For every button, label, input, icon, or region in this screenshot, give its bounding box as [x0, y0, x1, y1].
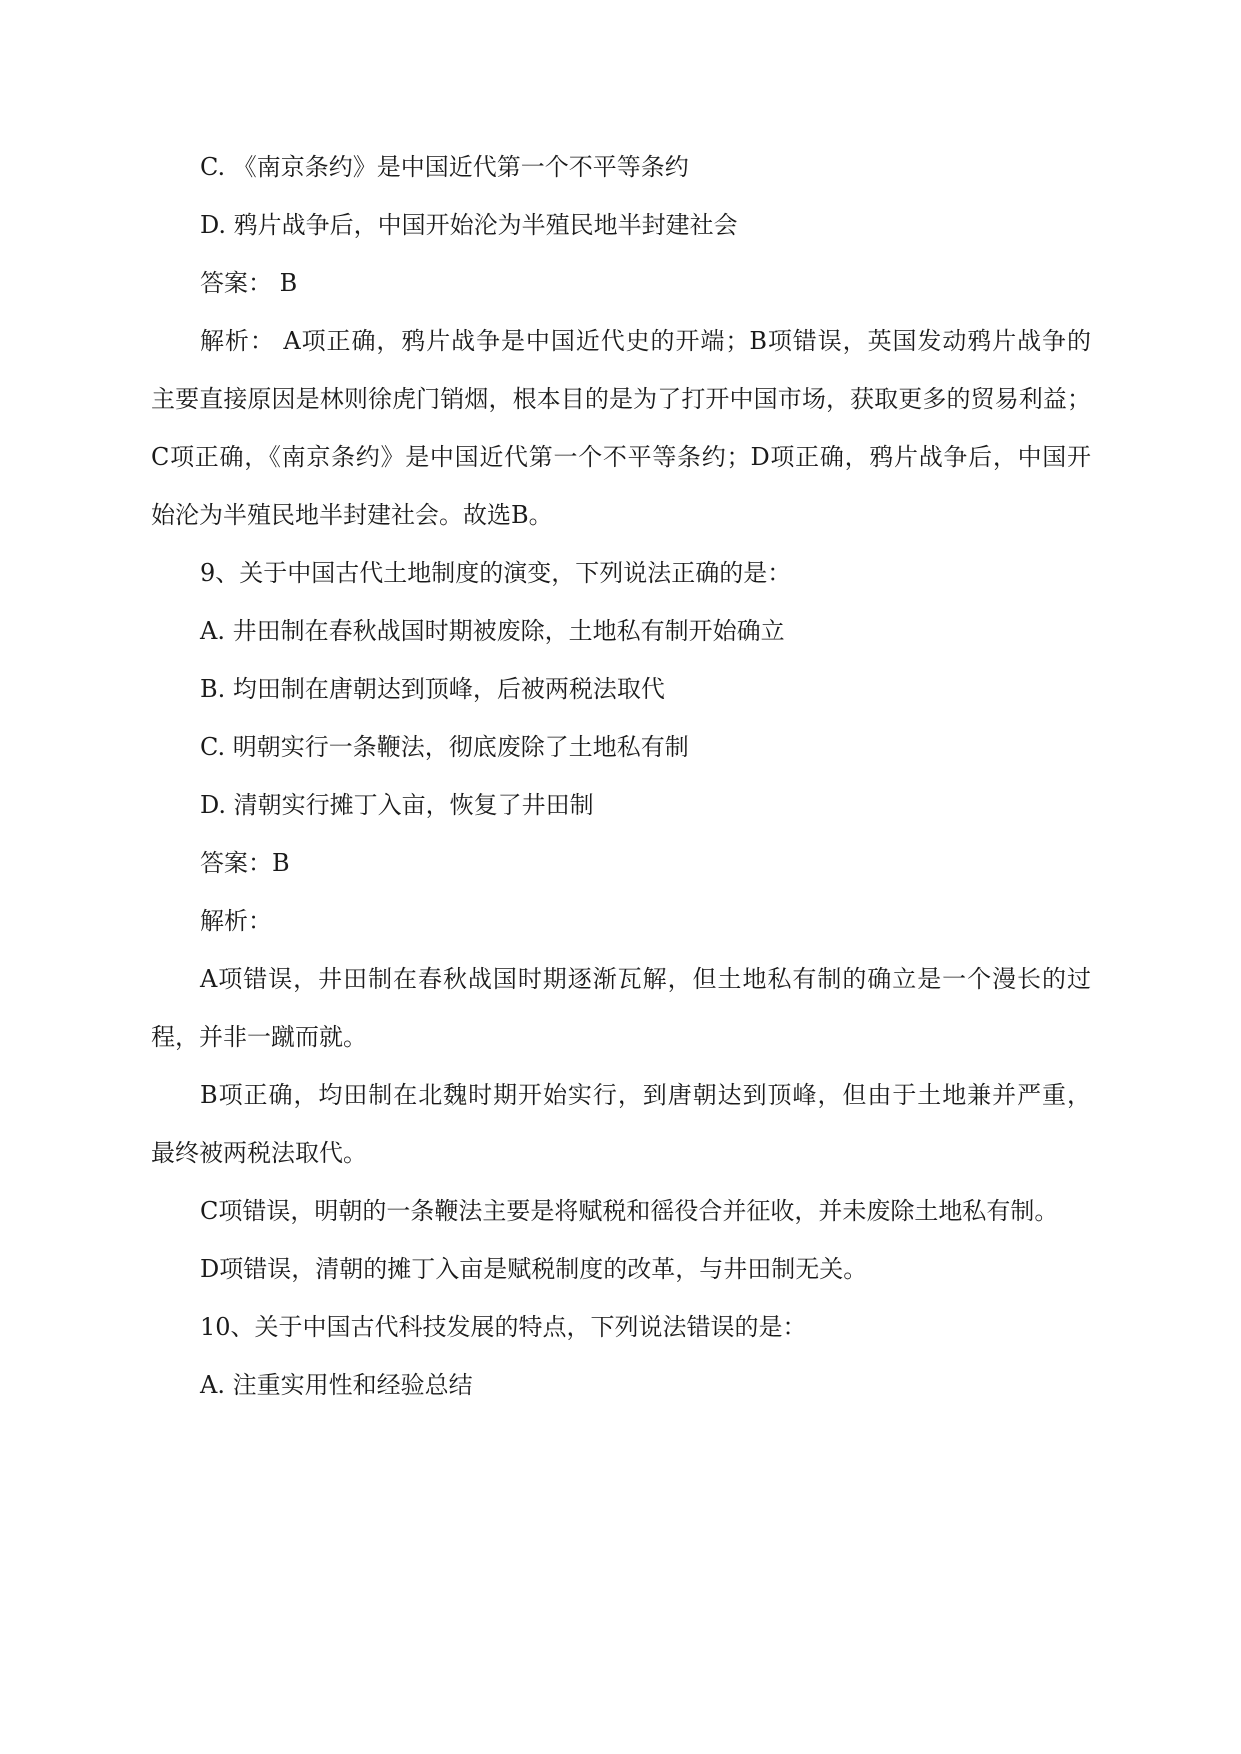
explanation-q9-a-line-2: 程，并非一蹴而就。	[151, 1023, 367, 1051]
option-d-q8: D. 鸦片战争后，中国开始沦为半殖民地半封建社会	[200, 211, 738, 239]
explanation-q8-line-4: 始沦为半殖民地半封建社会。故选B。	[151, 501, 553, 529]
option-c-q8: C. 《南京条约》是中国近代第一个不平等条约	[200, 153, 689, 181]
option-a-q10: A. 注重实用性和经验总结	[200, 1371, 473, 1399]
question-9: 9、关于中国古代土地制度的演变，下列说法正确的是：	[200, 559, 792, 587]
explanation-q8-line-3: C项正确，《南京条约》是中国近代第一个不平等条约；D项正确，鸦片战争后，中国开	[151, 443, 1091, 471]
answer-q9: 答案：B	[200, 849, 290, 877]
explanation-q9-heading: 解析：	[200, 907, 272, 935]
explanation-q8-line-2: 主要直接原因是林则徐虎门销烟，根本目的是为了打开中国市场，获取更多的贸易利益；	[151, 385, 1091, 413]
option-d-q9: D. 清朝实行摊丁入亩，恢复了井田制	[200, 791, 594, 819]
option-a-q9: A. 井田制在春秋战国时期被废除，土地私有制开始确立	[200, 617, 785, 645]
explanation-q9-c: C项错误，明朝的一条鞭法主要是将赋税和徭役合并征收，并未废除土地私有制。	[200, 1197, 1059, 1225]
explanation-q9-b-line-2: 最终被两税法取代。	[151, 1139, 367, 1167]
option-c-q9: C. 明朝实行一条鞭法，彻底废除了土地私有制	[200, 733, 689, 761]
option-b-q9: B. 均田制在唐朝达到顶峰，后被两税法取代	[200, 675, 665, 703]
explanation-q9-a-line-1: A项错误，井田制在春秋战国时期逐渐瓦解，但土地私有制的确立是一个漫长的过	[200, 965, 1091, 993]
explanation-q9-b-line-1: B项正确，均田制在北魏时期开始实行，到唐朝达到顶峰，但由于土地兼并严重，	[200, 1081, 1091, 1109]
explanation-q9-d: D项错误，清朝的摊丁入亩是赋税制度的改革，与井田制无关。	[200, 1255, 868, 1283]
question-10: 10、关于中国古代科技发展的特点，下列说法错误的是：	[200, 1313, 807, 1341]
explanation-q8-line-1: 解析： A项正确，鸦片战争是中国近代史的开端；B项错误，英国发动鸦片战争的	[200, 327, 1091, 355]
answer-q8: 答案： B	[200, 269, 298, 297]
